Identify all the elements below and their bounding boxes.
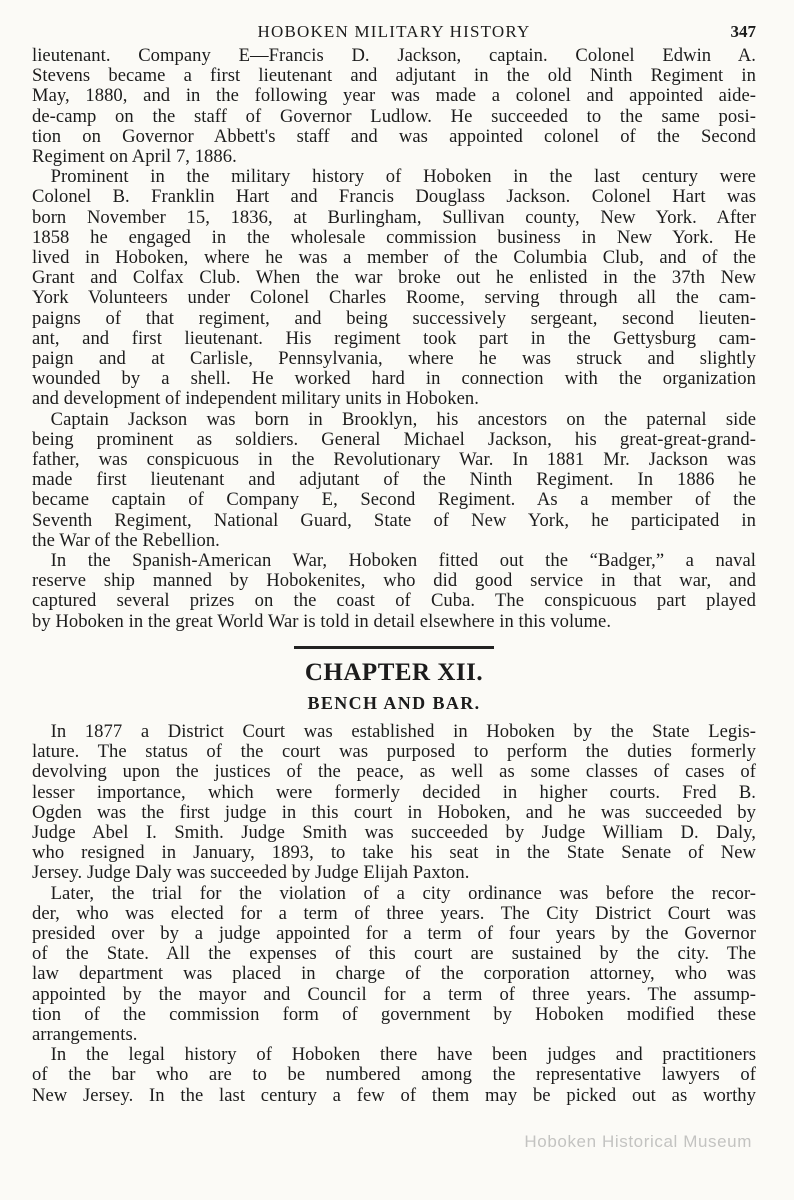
text-line: Prominent in the military history of Hoboken in the last century were — [32, 166, 756, 188]
text-line: de-camp on the staff of Governor Ludlow. He succeeded to the same posi- — [32, 105, 756, 127]
body-text-top — [32, 46, 756, 632]
text-line: the War of the Rebellion. — [32, 529, 220, 551]
text-line: born November 15, 1836, at Burlingham, Sullivan county, New York. After — [32, 206, 756, 228]
paragraph — [32, 722, 756, 884]
text-line: lesser importance, which were formerly decided in higher courts. Fred B. — [32, 781, 756, 803]
text-line: captured several prizes on the coast of Cuba. The conspicuous part played — [32, 590, 756, 612]
paragraph — [32, 884, 756, 1046]
text-line: and development of independent military units in Hoboken. — [32, 388, 479, 410]
text-line: In the legal history of Hoboken there have been judges and practitioners — [32, 1044, 756, 1066]
text-line: York Volunteers under Colonel Charles Roome, serving through all the cam- — [32, 287, 756, 309]
text-line: who resigned in January, 1893, to take his seat in the State Senate of New — [32, 842, 756, 864]
text-line: paign and at Carlisle, Pennsylvania, where he was struck and slightly — [32, 348, 756, 370]
chapter-title: BENCH AND BAR. — [307, 692, 481, 713]
text-line: presided over by a judge appointed for a term of four years by the Governor — [32, 922, 756, 944]
watermark-text: Hoboken Historical Museum — [524, 1132, 752, 1151]
paragraph — [32, 46, 756, 167]
text-line: Grant and Colfax Club. When the war broke out he enlisted in the 37th New — [32, 267, 756, 289]
body-text-bottom — [32, 722, 756, 1106]
book-page — [32, 18, 756, 1106]
text-line: Colonel B. Franklin Hart and Francis Douglass Jackson. Colonel Hart was — [32, 186, 756, 208]
text-line: Regiment on April 7, 1886. — [32, 146, 237, 168]
paragraph — [32, 1045, 756, 1106]
text-line: Seventh Regiment, National Guard, State of New York, he participated in — [32, 509, 756, 531]
text-line: 1858 he engaged in the wholesale commission business in New York. He — [32, 226, 756, 248]
text-line: reserve ship manned by Hobokenites, who did good service in that war, and — [32, 570, 756, 592]
text-line: of the State. All the expenses of this court are sustained by the city. The — [32, 943, 756, 965]
text-line: Captain Jackson was born in Brooklyn, his ancestors on the paternal side — [32, 408, 756, 430]
text-line: law department was placed in charge of the corporation attorney, who was — [32, 963, 756, 985]
text-line: of the bar who are to be numbered among the representative lawyers of — [32, 1064, 756, 1086]
text-line: wounded by a shell. He worked hard in connection with the organization — [32, 368, 756, 390]
text-line: arrangements. — [32, 1023, 138, 1045]
running-title: HOBOKEN MILITARY HISTORY — [257, 22, 531, 41]
text-line: tion on Governor Abbett's staff and was appointed colonel of the Second — [32, 125, 756, 147]
page-number: 347 — [730, 22, 756, 41]
text-line: tion of the commission form of government by Hoboken modified these — [32, 1003, 756, 1025]
text-line: lieutenant. Company E—Francis D. Jackson, captain. Colonel Edwin A. — [32, 45, 756, 66]
text-line: made first lieutenant and adjutant of the Ninth Regiment. In 1886 he — [32, 469, 756, 491]
text-line: New Jersey. In the last century a few of them may be picked out as worthy — [32, 1084, 756, 1106]
text-line: Ogden was the first judge in this court in Hoboken, and he was succeeded by — [32, 801, 756, 823]
text-line: der, who was elected for a term of three years. The City District Court was — [32, 902, 756, 924]
text-line: lived in Hoboken, where he was a member of the Columbia Club, and of the — [32, 247, 756, 269]
text-line: father, was conspicuous in the Revolutionary War. In 1881 Mr. Jackson was — [32, 449, 756, 471]
text-line: Jersey. Judge Daly was succeeded by Judge Elijah Paxton. — [32, 862, 470, 884]
text-line: ant, and first lieutenant. His regiment took part in the Gettysburg cam- — [32, 327, 756, 349]
text-line: In the Spanish-American War, Hoboken fitted out the “Badger,” a naval — [32, 550, 756, 572]
text-line: appointed by the mayor and Council for a term of three years. The assump- — [32, 983, 756, 1005]
text-line: devolving upon the justices of the peace, as well as some classes of cases of — [32, 761, 756, 783]
paragraph — [32, 167, 756, 409]
text-line: became captain of Company E, Second Regiment. As a member of the — [32, 489, 756, 511]
chapter-number: CHAPTER XII. — [304, 658, 484, 686]
paragraph — [32, 410, 756, 551]
running-header — [32, 18, 756, 46]
text-line: being prominent as soldiers. General Michael Jackson, his great-great-grand- — [32, 428, 756, 450]
text-line: by Hoboken in the great World War is told in detail elsewhere in this volume. — [32, 610, 612, 632]
chapter-divider — [294, 646, 494, 649]
text-line: paigns of that regiment, and being successively sergeant, second lieuten- — [32, 307, 756, 329]
text-line: In 1877 a District Court was established in Hoboken by the State Legis- — [32, 720, 756, 742]
paragraph — [32, 551, 756, 632]
text-line: Later, the trial for the violation of a city ordinance was before the recor- — [32, 882, 756, 904]
text-line: May, 1880, and in the following year was made a colonel and appointed aide- — [32, 85, 756, 107]
text-line: Stevens became a first lieutenant and adjutant in the old Ninth Regiment in — [32, 65, 756, 87]
text-line: Judge Abel I. Smith. Judge Smith was succeeded by Judge William D. Daly, — [32, 821, 756, 843]
text-line: lature. The status of the court was purposed to perform the duties formerly — [32, 741, 756, 763]
